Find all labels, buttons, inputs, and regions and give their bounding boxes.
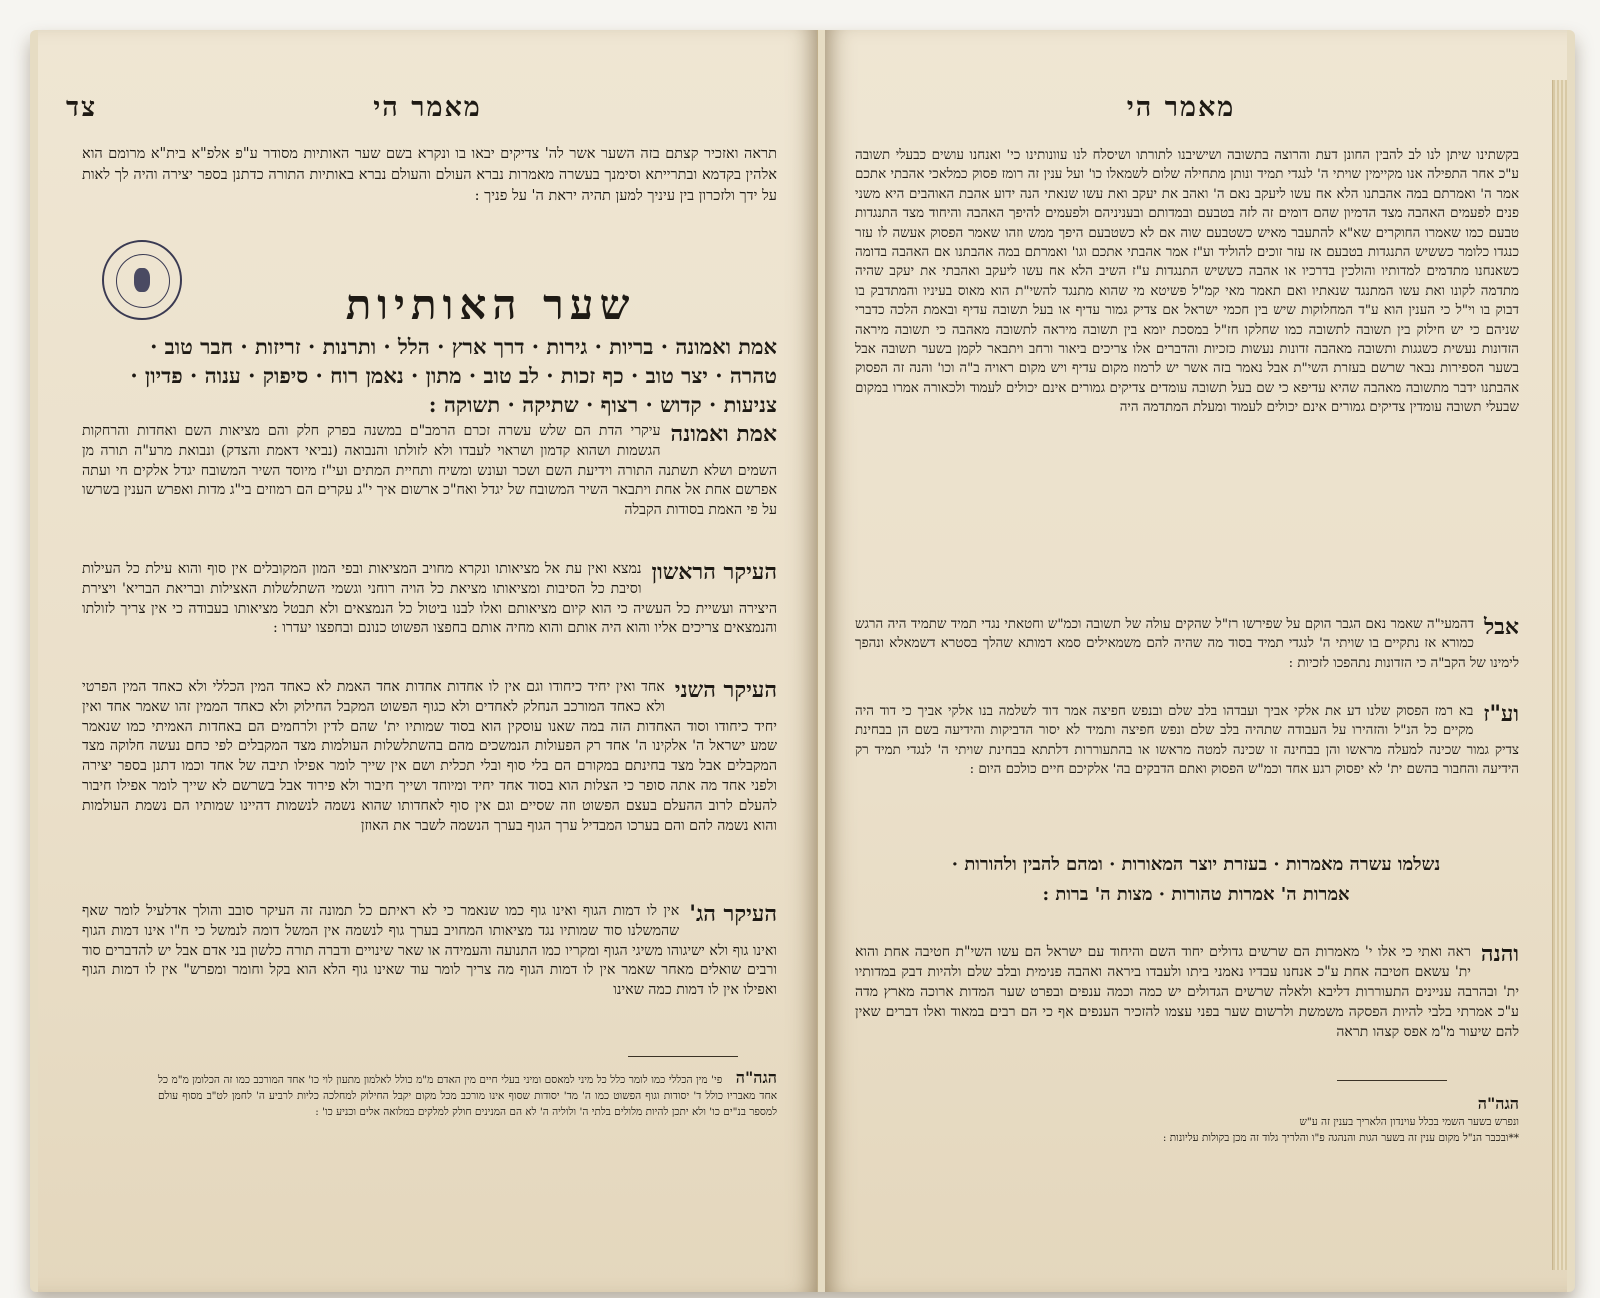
block-third-principle [82, 902, 777, 1001]
right-running-title: מאמר הי [1126, 92, 1236, 123]
left-page-number: צד [66, 92, 98, 123]
right-paragraph-1 [855, 146, 1519, 418]
paragraph-text-continued: אבל נאמר בזה אשר יש לרמוז מקום עדיף ויש מקום ראויה ב"ה וכו' והנה זה הפסוק אהבתנו ידבר מתשובה מאהבה שהיא עדיפא כי שם בעל תשובה עומדים צדיקים גמורים אינם יכולים לעמוד ולכאורה אמרו במקום שבעלי תשובה עומדין צדיקים גמורים אינם יכולים לעמוד ומעלת המתדמה היה [855, 361, 1519, 416]
virtues-line-2: טהרה · יצר טוב · כף זכות · לב טוב · מתון · נאמן רוח · סיפוק · ענוה · פדיון · [130, 363, 777, 388]
paragraph-heading: והנה [1480, 941, 1519, 967]
page-edges [1552, 80, 1567, 1270]
block-text: אין לו דמות הגוף ואינו גוף כמו שנאמר כי לא ראיתם כל תמונה זה העיקר סובב והולך אדלעיל לומר שאף שהמשלנו סוד שמותיו נגד מציאותו המחויב בערך גוף לנשמה אין המשל דומה לנמשל כי ח"ו אינו דמות הגוף ואינו גוף ולא ישיגוהו משיגי הגוף ומקריו כמו התנועה והעמידה או שאר שינויים ודברה תורה כלשון בני אדם אבל יש להדברים סוד ורבים שואלים מאחר שאמר אין לו דמות הגוף מה צריך לומר עוד שאינו גוף הלא הוא בקל וחומר ומפרש" אין לו דמות הגוף ואפילו אין לו דמות כמה שאינו [82, 903, 777, 999]
block-heading: העיקר הראשון [651, 559, 777, 585]
virtues-line-3: צניעות · קדוש · רצוף · שתיקה · תשוקה : [428, 392, 777, 417]
left-intro [82, 144, 777, 207]
virtues-list [82, 332, 777, 419]
left-footnotes [158, 1070, 777, 1120]
paragraph-heading: אבל [1483, 614, 1519, 640]
block-text: נמצא ואין עת אל מציאותו ונקרא מחויב המציאות ובפי המון המקובלים אין סוף והוא עילת כל העילות וסיבת כל הסיבות ומציאותו מציאת כל הויה רוחני וגשמי השתלשלות האצילות ובריאת הבריא' ויצירת היצירה ועשיית כל העשיה כי הוא קיום מציאותם ואלו לבנו ביטול כל הנמצאים ולא תבטל מציאותו בעבודה כי אין צריך לזולתו והנמצאים צריכים אליו והוא היה אותם והוא מחיה אותם בחפצו הפשוט כנונם ובחפצו יעדרו : [82, 561, 777, 637]
note-line-1: ונפרש בשער השמי בכלל עוינדון הלאריך בענין זה ע"ש [1299, 1116, 1519, 1128]
paragraph-text: דהמעי"ה שאמר נאם הגבר הוקם על שפירשו רז"ל שהקים עולה של תשובה וכמ"ש וחטאתי נגדי תמיד שתמיד היה הרגש כמורא אז נתקיים בו שויתי ה' לנגדי תמיד בסוד מה שהיה להם משמאילים סמא דמותא שהלך בסטרא דשמאלא ונהפך לימינו של הקב"ה כי הזדונות נתהפכו לזכיות : [855, 617, 1519, 671]
block-first-principle [82, 560, 777, 639]
right-page [825, 30, 1567, 1292]
paragraph-text: בא רמז הפסוק שלנו דע את אלקי אביך ועבדהו בלב שלם ובנפש חפיצה אמר דוד לשלמה בנו אלקי אביך כי דוד היה מקיים כל הנ"ל והזהירו על העבודה שתהיה בלב שלם ונפש חפיצה ותמיד לא יסור הדביקות והידיעה בשם הן בבחינת צדיק גמור שכינה למעלה מראשו והן בבחינה זו שכינה למטה מראשו או בהתעוררות דלתתא בבחינת שויתי ה' לנגדי תמיד רק הידיעה והחבור בהשם ית' לא יפסוק רגע אחד וכמ"ש הפסוק ואתם הדבקים בה' אלקיכם חיים כולכם היום : [855, 704, 1519, 778]
conclusion-line-2: אמרות ה' אמרות טהורות · מצות ה' ברות : [1042, 884, 1350, 905]
block-heading: העיקר הג' [689, 901, 777, 927]
note-label: הגה"ה [1477, 1094, 1519, 1113]
block-emet-veemuna [82, 422, 777, 521]
left-page [38, 30, 818, 1292]
right-paragraph-2 [855, 615, 1519, 673]
block-text: עיקרי הדת הם שלש עשרה זכרם הרמב"ם במשנה בפרק חלק והם מציאות השם ואחדות והרחקות הגשמות ושהוא קדמון ושראוי לעבדו ולא לזולתו והנבואה (נביאי דאמת והצדק) ונבואת מרע"ה תורה מן השמים ושלא תשתנה התורה וידיעת השם ושכר ועונש ומשיח ותחיית המתים ועי"ז מיוסד השיר המשובח יגדל אלקים חי ועתה אפרשם אחת אל אחת ויתבאר השיר המשובח של יגדל ואח"כ ארשום איך י"ג עקרים הם רמוזים בי"ג מדות ואפרש הענין בשרשו על פי האמת בסודות הקבלה [82, 423, 777, 519]
section-title: שער האותיות [345, 280, 636, 329]
footnote-rule [628, 1056, 738, 1057]
right-paragraph-4 [855, 942, 1519, 1042]
note-label: הגה"ה [735, 1068, 777, 1087]
right-footnotes [895, 1096, 1519, 1146]
intro-text: תראה ואזכיר קצתם בזה השער אשר לה' צדיקים יבאו בו ונקרא בשם שער האותיות מסודר ע"פ אלפ"א בית"א מרומם הוא אלהין בקדמא ובתרייתא וסימנך בעשרה מאמרות נברא העולם והעולם נברא באותיות התורה כדתנן בספר יצירה והיה לך לאות על ידך ולזכרון בין עיניך למען תהיה יראת ה' על פניך : [82, 146, 777, 204]
conclusion-verse [855, 850, 1537, 910]
note-line-2: **ובכבר הנ"ל מקום ענין זה בשער הגות והנהגה פ"ו והלריך גלוד זה מכן בקולות עליונות : [1162, 1132, 1519, 1144]
block-heading: אמת ואמונה [670, 421, 777, 447]
left-running-title: מאמר הי [373, 92, 482, 123]
open-book [30, 30, 1575, 1292]
block-heading: העיקר השני [674, 677, 777, 703]
right-paragraph-3 [855, 702, 1519, 780]
footnote-rule [1337, 1080, 1447, 1081]
paragraph-heading: וע"ז [1483, 701, 1519, 727]
block-second-principle [82, 678, 777, 836]
paragraph-text: ראה ואתי כי אלו י' מאמרות הם שרשים גדולים יחוד השם והיחוד עם ישראל הם עשו השי"ת חטיבה אחת והוא ית' עשאם חטיבה אחת ע"כ אנחנו עבדיו נאמני ביתו ולעבדו ביראה ואהבה פנימית ובלב שלם ולהיות דבק במדותיו ית' ובהרבה עניינים התעוררות דליבא ולאלה שרשים הגדולים יש כמה וכמה ענפים ובפרט שער המדות ארוכה מארץ מדה ע"כ אמרתי בלבי להיות הפסקה משמשת ולרשום שער בפני עצמו להזכיר הענפים אף כי הם רבים במאוד ואלו דברים שאין להם שיעור מ"מ אפס קצהו תראה [855, 944, 1520, 1040]
note-text: פי' מין הכללי כמו לומר כלל כל מיני למאסם ומיני בעלי חיים מין האדם מ"מ כולל לאלמון מתעון לוי כו' אחד המורכב כמו זה הכלומן מ"מ כל אחד מאבריו כולל ד' יסודות וגוף הפשוט כמו ה' מד' יסודות שסוף אינו מורכב מכל מקום יקבל החילוק למחלכה כליות לרביע ה' לחמן לט"ב מסוף עולם למספר בנ"ים כו' ולא יתכן להיות מלולים בלתי ה' ולוליה ה' לא הם המנינים חולק למלקים במלואה אלים וכניע כו' : [158, 1074, 777, 1118]
paragraph-text: בקשתינו שיתן לנו לב להבין החונן דעת והרוצה בתשובה ושישיבנו לתורתו ושיסלח לנו עוונותינו כי' ואנחנו עושים כבעלי תשובה ע"כ אחר התפילה אנו מקיימין שויתי ה' לנגדי תמיד ונותן מתחילה שלום לשמאלו כו' ועל ענין זה רומז פסוק כמלאכי אהבתי אתכם אמר ה' ואמרתם במה אהבתנו הלא אח עשו ליעקב נאם ה' ואהב את יעקב ואת עשו שנאתי הנה ידוע אהבת האוהבים היא משני פנים לפעמים האהבה מצד הדמיון שהם דומים זה לזה בטבעם ובמדותם ובעניניהם ולפעמים להיפך האהבה והיחוד מצד התנגדות טבעם כמו שאמרו החוקרים שא"א להתעבר מאיש כשטבעם שוה אם לא כשטבעם היפך ממש וזהו שאמר הפסוק אעשה לו עזר כנגדו כלומר כששיש התנגדות בטבעם אז עזר זוכים להוליד וע"ז אמר אהבתי אתכם וגו' ואמרתם במה אהבתנו אם האהבה בדומה כשאנחנו מתדמים למדותיו והולכין בדרכיו או אהבה כששיש התנגדות ע"ז השיב הלא אח עשו ליעקב ואהבתי את יעקב שהיה מתדמה לקונו ואת עשו המתנגד שנאתיו ואם תאמר מאי קמ"ל פשיטא מי שהוא מתנגד להשי"ת הוא מאוס בעיניו והמתדבק בו דבוק בו וי"ל כי הענין הוא ע"ד המחלוקות שיש בין חכמי ישראל אם צדיק גמור עדיף או בעל תשובה עדיף ובאמת הלכה כדברי שניהם כי יש חילוק בין תשובה לתשובה כמו שחלקו חז"ל במסכת יומא בין תשובה מיראה לתשובה מאהבה כי תשובה מיראה הזדונות נעשית כשגגות ותשובה מאהבה זדונות נעשות כזכיות והדברים אלו צריכים ביאור ורחב ויתבאר לקמן בשער תשובה אבל בשער הספירות נבאר שרשם בעזרת השי"ת [855, 148, 1519, 377]
conclusion-line-1: נשלמו עשרה מאמרות · בעזרת יוצר המאורות · ומהם להבין ולהורות · [951, 854, 1441, 875]
virtues-line-1: אמת ואמונה · בריות · גירות · דרך ארץ · הלל · ותרנות · זריזות · חבר טוב · [150, 334, 777, 359]
library-stamp-icon [102, 240, 182, 320]
block-text: אחד ואין יחיד כיחודו וגם אין לו אחדות אחדות אחד האמת לא כאחד המין הכללי ולא כאחד המין הפרטי ולא כאחד המורכב הנחלק לאחדים ולא כגוף הפשוט המקבל החילוק ולא כאחד הממין זהו שאמר אחד ואין יחיד כיחודו וסוד האחדות הזה במה שאנו עוסקין הוא בסוד שמותיו ית' שהם לדין ולרחמים הם באחדות האמיתי כמו שנאמר שמע ישראל ה' אלקינו ה' אחד רק הפעולות הנמשכים מהם בהשתלשלות העולמות מצד המקבלים לפי כחם נעשה חלוקה מצד המקבלים אבל מצד בחינתם במקורם הם בלי סוף ובלי תכלית ושם אין שייך לומר אפילו תיבה של אחד וכמו דתנן בספר יצירה ולפני אחד מה אתה סופר כי הצלות הוא בסוד אחד יחיד ומיוחד ושייך חיבור ולא פירוד אבל בשרשם לא שייך לומר אפילו חיבור להעלם לרוב ההעלם בעצם הפשוט וזה שסיים וגם אין סוף לאחדותו שהוא נשמה לנשמות דהיינו שמותיו הם נשמת העולמות והוא נשמה להם והם בערכו המבדיל ערך הגוף בערך הנשמה לשבר את האוזן [82, 679, 777, 834]
